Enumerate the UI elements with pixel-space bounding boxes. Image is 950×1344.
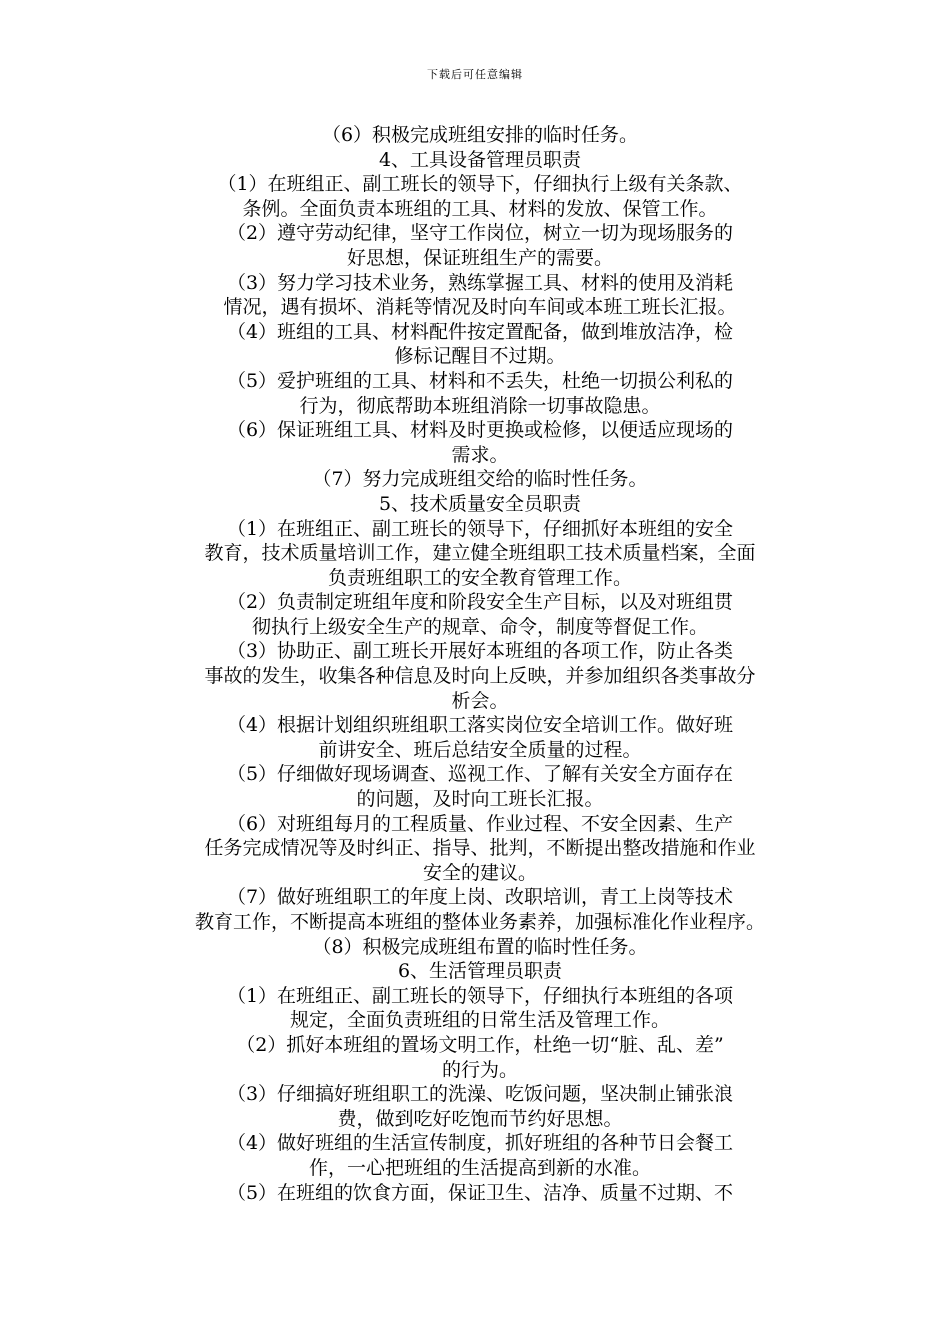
text-line: 教育工作，不断提高本班组的整体业务素养，加强标准化作业程序。: [194, 911, 765, 933]
text-line: 行为，彻底帮助本班组消除一切事故隐患。: [299, 394, 661, 417]
text-line: 安全的建议。: [422, 861, 537, 884]
text-line: （7）做好班组职工的年度上岗、改职培训，青工上岗等技术: [226, 886, 734, 909]
header-note: 下载后可任意编辑: [427, 68, 523, 81]
text-line: 教育，技术质量培训工作，建立健全班组职工技术质量档案，全面: [204, 542, 756, 565]
text-line: （1）在班组正、副工班长的领导下，仔细执行本班组的各项: [226, 984, 734, 1007]
text-line: （6）对班组每月的工程质量、作业过程、不安全因素、生产: [226, 812, 734, 835]
section-heading: 4、工具设备管理员职责: [378, 148, 582, 171]
text-line: （1）在班组正、副工班长的领导下，仔细执行上级有关条款、: [217, 173, 743, 196]
text-line: （4）做好班组的生活宣传制度，抓好班组的各种节日会餐工: [226, 1132, 734, 1155]
text-line: 析会。: [451, 689, 509, 712]
text-line: （7）努力完成班组交给的临时性任务。: [312, 468, 648, 491]
text-line: 任务完成情况等及时纠正、指导、批判，不断提出整改措施和作业: [204, 837, 756, 860]
text-line: 好思想，保证班组生产的需要。: [346, 246, 613, 269]
document-body: [140, 123, 820, 1205]
text-line: 作，一心把班组的生活提高到新的水准。: [308, 1156, 651, 1179]
text-line: （8）积极完成班组布置的临时性任务。: [312, 935, 648, 958]
text-line: （6）保证班组工具、材料及时更换或检修，以便适应现场的: [226, 419, 734, 442]
text-line: （5）仔细做好现场调查、巡视工作、了解有关安全方面存在: [226, 763, 734, 786]
text-line: （2）遵守劳动纪律，坚守工作岗位，树立一切为现场服务的: [226, 222, 734, 245]
text-line: （6）积极完成班组安排的临时任务。: [321, 124, 639, 146]
text-line: （3）努力学习技术业务，熟练掌握工具、材料的使用及消耗: [226, 271, 734, 294]
text-line: 费，做到吃好吃饱而节约好思想。: [337, 1107, 623, 1130]
text-line: 规定，全面负责班组的日常生活及管理工作。: [289, 1009, 670, 1032]
text-line: （2）负责制定班组年度和阶段安全生产目标，以及对班组贯: [226, 591, 734, 614]
text-line: 前讲安全、班后总结安全质量的过程。: [318, 738, 642, 761]
text-line: 修标记醒目不过期。: [394, 345, 566, 368]
text-line: （5）爱护班组的工具、材料和不丢失，杜绝一切损公利私的: [226, 369, 734, 392]
text-line: 的问题，及时向工班长汇报。: [356, 788, 604, 811]
text-line: （4）根据计划组织班组职工落实岗位安全培训工作。做好班: [226, 714, 734, 737]
text-line: 彻执行上级安全生产的规章、命令，制度等督促工作。: [251, 615, 708, 638]
text-line: （4）班组的工具、材料配件按定置配备，做到堆放洁净，检: [226, 320, 734, 343]
text-line: 需求。: [451, 443, 509, 466]
text-line: （2）抓好本班组的置场文明工作，杜绝一切“脏、乱、差”: [236, 1033, 724, 1056]
text-line: 负责班组职工的安全教育管理工作。: [327, 566, 632, 589]
text-line: 事故的发生，收集各种信息及时向上反映，并参加组织各类事故分: [204, 665, 756, 688]
text-line: 情况，遇有损坏、消耗等情况及时向车间或本班工班长汇报。: [223, 296, 737, 319]
text-line: （1）在班组正、副工班长的领导下，仔细抓好本班组的安全: [226, 517, 734, 540]
text-line: 的行为。: [441, 1058, 518, 1081]
text-line: （3）协助正、副工班长开展好本班组的各项工作，防止各类: [226, 640, 734, 663]
text-line: （3）仔细搞好班组职工的洗澡、吃饭问题，坚决制止铺张浪: [226, 1083, 734, 1106]
text-line: （5）在班组的饮食方面，保证卫生、洁净、质量不过期、不: [226, 1181, 734, 1204]
section-heading: 5、技术质量安全员职责: [378, 492, 582, 515]
text-line: 条例。全面负责本班组的工具、材料的发放、保管工作。: [242, 197, 718, 220]
section-heading: 6、生活管理员职责: [397, 960, 563, 983]
